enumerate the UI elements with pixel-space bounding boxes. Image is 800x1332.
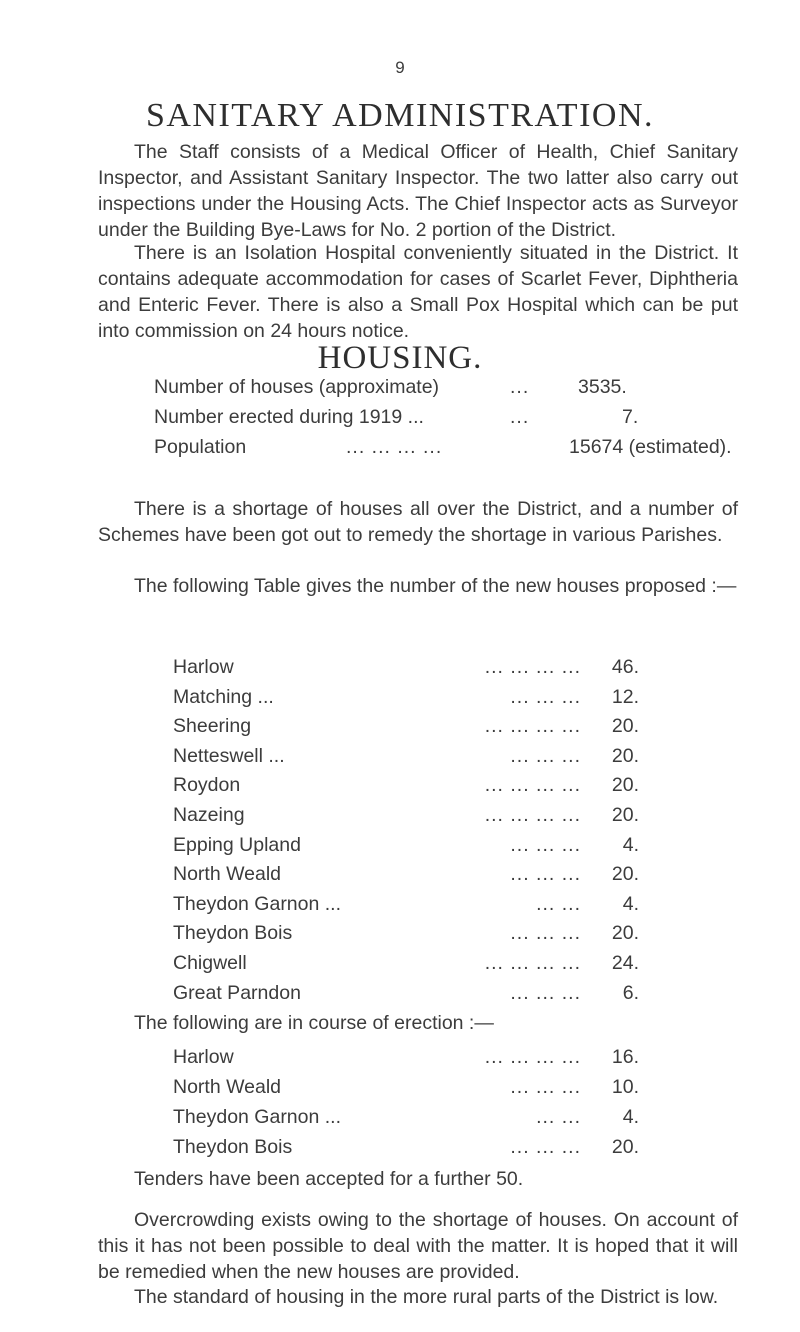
place-name: Theydon Garnon ...: [173, 1106, 342, 1128]
erection-intro: The following are in course of erection :—: [134, 1012, 494, 1034]
dot-leader: ... ... ...: [510, 922, 581, 945]
dot-leader: ... ... ...: [510, 1076, 581, 1098]
house-count: 20.: [611, 863, 639, 886]
place-name: Great Parndon: [173, 981, 301, 1004]
proposed-row: [173, 711, 639, 741]
house-count: 24.: [611, 952, 639, 974]
house-count: 20.: [611, 922, 639, 945]
standard-paragraph: [98, 1284, 738, 1310]
house-count: 16.: [611, 1046, 639, 1068]
standard-paragraph-text: The standard of housing in the more rural parts of the District is low.: [134, 1286, 719, 1308]
house-count: 20.: [611, 715, 639, 738]
proposed-row: [173, 859, 639, 889]
place-name: Theydon Bois: [173, 1136, 293, 1158]
dot-leader: ... ... ...: [510, 981, 581, 1004]
stat-label: Number erected during 1919 ...: [154, 406, 424, 428]
place-name: Harlow: [173, 1046, 234, 1068]
proposed-row: [173, 978, 639, 1008]
place-name: North Weald: [173, 1076, 282, 1098]
page-number: 9: [395, 58, 405, 77]
house-count: 20.: [611, 774, 639, 797]
dot-leader: ... ... ... ...: [484, 952, 581, 974]
place-name: Chigwell: [173, 952, 247, 974]
house-count: 20.: [611, 1136, 639, 1158]
erection-row: [173, 1042, 639, 1072]
proposed-row: [173, 741, 639, 771]
proposed-row: [173, 682, 639, 712]
staff-paragraph: [98, 139, 738, 243]
place-name: Harlow: [173, 656, 234, 678]
overcrowding-paragraph-text: Overcrowding exists owing to the shortage of houses. On account of this it has not been possible to deal with the matter. It is hoped that it will be remedied when the new houses are provided.: [98, 1209, 738, 1283]
house-count: 6.: [622, 981, 639, 1004]
dot-leader: ... ... ... ...: [484, 1046, 581, 1068]
house-count: 10.: [611, 1076, 639, 1098]
dot-leader: ... ... ... ...: [484, 774, 581, 797]
place-name: Epping Upland: [173, 833, 301, 856]
dot-leader: ... ...: [536, 892, 581, 915]
place-name: Netteswell ...: [173, 744, 285, 767]
dot-leader: ...: [510, 406, 530, 428]
place-name: Nazeing: [173, 804, 245, 826]
overcrowding-paragraph: [98, 1207, 738, 1285]
house-count: 4.: [622, 892, 639, 915]
place-name: North Weald: [173, 863, 282, 886]
house-count: 20.: [611, 744, 639, 767]
house-count: 12.: [611, 685, 639, 708]
tenders-line: Tenders have been accepted for a further 50.: [134, 1168, 524, 1190]
staff-paragraph-text: The Staff consists of a Medical Officer of Health, Chief Sanitary Inspector, and Assistant Sanitary Inspector. The two latter also carry out inspections under the Housing Acts. The Chief Inspector acts as Surveyor under the Building Bye-Laws for No. 2 portion of the District.: [98, 141, 738, 241]
proposed-row: [173, 889, 639, 919]
proposed-row: [173, 652, 639, 682]
dot-leader: ... ... ...: [510, 685, 581, 708]
dot-leader: ... ... ...: [510, 744, 581, 767]
house-count: 4.: [622, 1106, 639, 1128]
place-name: Theydon Garnon ...: [173, 892, 342, 915]
stat-value: 15674 (estimated).: [569, 436, 732, 458]
proposed-row: [173, 830, 639, 860]
dot-leader: ... ... ... ...: [484, 715, 581, 738]
erection-row: [173, 1072, 639, 1102]
dot-leader: ... ... ...: [510, 863, 581, 886]
stat-value: 3535.: [578, 376, 627, 398]
dot-leader: ... ... ... ...: [484, 804, 581, 826]
shortage-paragraph: [98, 496, 738, 548]
dot-leader: ... ... ...: [510, 833, 581, 856]
proposed-intro: [98, 573, 738, 599]
dot-leader: ... ... ... ...: [484, 656, 581, 678]
hospital-paragraph-text: There is an Isolation Hospital conveniently situated in the District. It contains adequate accommodation for cases of Scarlet Fever, Diphtheria and Enteric Fever. There is also a Small Pox Hospital which can be put into commission on 24 hours notice.: [98, 242, 738, 342]
dot-leader: ... ...: [536, 1106, 581, 1128]
proposed-row: [173, 800, 639, 830]
proposed-row: [173, 770, 639, 800]
hospital-paragraph: [98, 240, 738, 344]
house-count: 20.: [611, 804, 639, 826]
place-name: Roydon: [173, 774, 241, 797]
stat-label: Population: [154, 436, 247, 458]
erection-row: [173, 1132, 639, 1162]
shortage-paragraph-text: There is a shortage of houses all over the District, and a number of Schemes have been got out to remedy the shortage in various Parishes.: [98, 498, 738, 546]
dot-leader: ... ... ... ...: [346, 436, 443, 458]
place-name: Sheering: [173, 715, 252, 738]
proposed-row: [173, 918, 639, 948]
proposed-row: [173, 948, 639, 978]
dot-leader: ...: [510, 376, 530, 398]
section-title: SANITARY ADMINISTRATION.: [145, 97, 655, 134]
place-name: Matching ...: [173, 685, 274, 708]
house-count: 46.: [611, 656, 639, 678]
dot-leader: ... ... ...: [510, 1136, 581, 1158]
proposed-intro-text: The following Table gives the number of the new houses proposed :—: [134, 575, 737, 597]
stat-label: Number of houses (approximate): [154, 376, 440, 398]
erection-row: [173, 1102, 639, 1132]
place-name: Theydon Bois: [173, 922, 293, 945]
housing-title: HOUSING.: [317, 340, 483, 376]
stat-value: 7.: [622, 406, 639, 428]
house-count: 4.: [622, 833, 639, 856]
